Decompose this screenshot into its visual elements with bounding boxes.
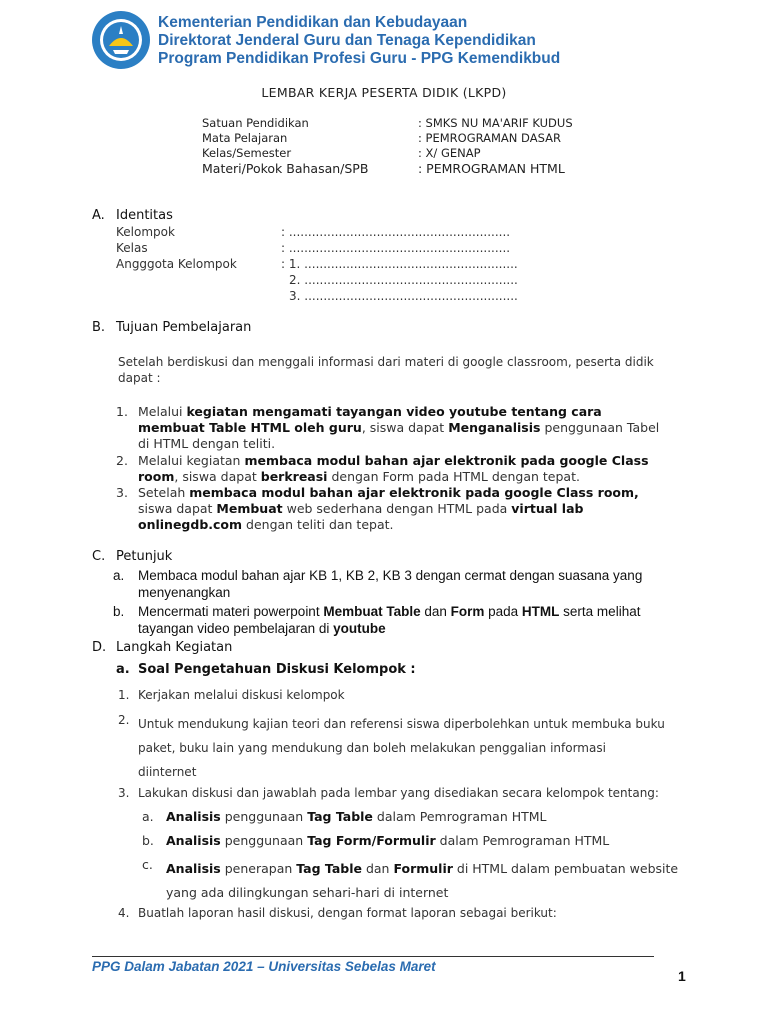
header-ministry: Kementerian Pendidikan dan Kebudayaan: [158, 14, 468, 31]
tujuan-intro-line1: Setelah berdiskusi dan menggali informasi dari materi di google classroom, peserta didik: [118, 355, 654, 369]
tujuan-item-2-num: 2.: [116, 453, 128, 468]
tujuan-1-text-d: di HTML dengan teliti.: [138, 436, 276, 451]
anggota-field-1[interactable]: : 1. ........................................................: [281, 257, 518, 271]
kelas-label: Kelas: [116, 241, 148, 255]
tujuan-1-text-a: Melalui: [138, 404, 187, 419]
header-program: Program Pendidikan Profesi Guru - PPG Kemendikbud: [158, 50, 561, 67]
langkah-3c-bold-a: Analisis: [166, 861, 221, 876]
meta-value-kelas: : X/ GENAP: [418, 146, 481, 160]
langkah-3b-text-a: penggunaan: [220, 833, 308, 848]
tujuan-1-bold-b: membuat Table HTML oleh guru: [138, 420, 362, 435]
langkah-3a-num: a.: [142, 809, 154, 824]
tujuan-intro: [118, 354, 654, 386]
langkah-3-num: 3.: [118, 786, 130, 800]
petunjuk-b-bold-d: youtube: [333, 621, 386, 636]
langkah-2-line3: diinternet: [138, 765, 197, 779]
section-d-heading: [92, 640, 232, 655]
meta-label-satuan: Satuan Pendidikan: [202, 116, 309, 130]
kelompok-label: Kelompok: [116, 225, 175, 239]
tujuan-item-1: [138, 404, 698, 452]
langkah-sub-num: a.: [116, 662, 130, 677]
tujuan-item-3: [138, 485, 698, 533]
meta-label-kelas: Kelas/Semester: [202, 146, 292, 160]
petunjuk-a-line2: menyenangkan: [138, 585, 231, 600]
langkah-3a-bold-b: Tag Table: [307, 809, 373, 824]
page-number: 1: [678, 968, 686, 984]
langkah-3a-text-a: penggunaan: [220, 809, 308, 824]
tujuan-1-bold-a: kegiatan mengamati tayangan video youtube tentang cara: [186, 404, 602, 419]
langkah-3c-text-b: dan: [361, 861, 394, 876]
tujuan-1-text-b: , siswa dapat: [361, 420, 449, 435]
tujuan-2-text-a: Melalui kegiatan: [138, 453, 245, 468]
section-c-heading: [92, 549, 172, 564]
langkah-3-text: Lakukan diskusi dan jawablah pada lembar yang disediakan secara kelompok tentang:: [138, 786, 659, 800]
meta-value-mapel: : PEMROGRAMAN DASAR: [418, 131, 561, 145]
langkah-3b-bold-b: Tag Form/Formulir: [307, 833, 436, 848]
anggota-label: Angggota Kelompok: [116, 257, 237, 271]
footer-divider: [92, 956, 654, 957]
petunjuk-a-line1: Membaca modul bahan ajar KB 1, KB 2, KB 3 dengan cermat dengan suasana yang: [138, 568, 643, 583]
tujuan-2-bold-b: room: [138, 469, 175, 484]
page-title: LEMBAR KERJA PESERTA DIDIK (LKPD): [261, 85, 507, 100]
langkah-2-text: [138, 712, 678, 784]
anggota-field-2[interactable]: 2. ........................................................: [289, 273, 518, 287]
langkah-3c-bold-c: Formulir: [393, 861, 453, 876]
langkah-3c-text-a: penerapan: [220, 861, 297, 876]
langkah-4-text: Buatlah laporan hasil diskusi, dengan format laporan sebagai berikut:: [138, 906, 557, 920]
section-b-title: Tujuan Pembelajaran: [116, 320, 252, 335]
header-block: [158, 14, 560, 68]
section-d-num: D.: [92, 640, 107, 655]
petunjuk-b-bold-a: Membuat Table: [323, 604, 421, 619]
header-directorate: Direktorat Jenderal Guru dan Tenaga Kependidikan: [158, 32, 536, 49]
tujuan-item-1-num: 1.: [116, 404, 128, 419]
tujuan-3-bold-a: membaca modul bahan ajar elektronik pada google Class room,: [189, 485, 639, 500]
langkah-sub-title: Soal Pengetahuan Diskusi Kelompok :: [138, 662, 416, 677]
langkah-3b-num: b.: [142, 833, 154, 848]
petunjuk-b-num: b.: [113, 604, 125, 619]
tujuan-intro-line2: dapat :: [118, 371, 161, 385]
kelas-field[interactable]: : ..........................................................: [281, 241, 511, 255]
tujuan-2-text-b: , siswa dapat: [174, 469, 261, 484]
tujuan-item-3-num: 3.: [116, 485, 128, 500]
langkah-1-num: 1.: [118, 688, 130, 702]
section-a-num: A.: [92, 208, 105, 223]
tujuan-item-2: [138, 453, 698, 485]
section-a-title: Identitas: [116, 208, 173, 223]
petunjuk-b-text-a: Mencermati materi powerpoint: [138, 604, 324, 619]
langkah-3a: [166, 809, 547, 825]
petunjuk-a-num: a.: [113, 568, 125, 583]
petunjuk-b-text-b: dan: [420, 604, 451, 619]
langkah-3c: [166, 857, 686, 905]
tujuan-2-bold-a: membaca modul bahan ajar elektronik pada google Class: [244, 453, 649, 468]
tut-wuri-handayani-logo: [91, 10, 151, 70]
petunjuk-b: [138, 603, 698, 637]
section-c-num: C.: [92, 549, 106, 564]
tujuan-3-text-c: web sederhana dengan HTML pada: [282, 501, 512, 516]
kelompok-field[interactable]: : ..........................................................: [281, 225, 511, 239]
petunjuk-b-bold-b: Form: [450, 604, 485, 619]
meta-value-materi: : PEMROGRAMAN HTML: [418, 161, 565, 176]
petunjuk-a: [138, 567, 698, 601]
langkah-3b-text-b: dalam Pemrograman HTML: [435, 833, 610, 848]
tujuan-2-text-c: dengan Form pada HTML dengan tepat.: [327, 469, 580, 484]
langkah-3c-text-d: yang ada dilingkungan sehari-hari di internet: [166, 885, 449, 900]
section-b-heading: [92, 320, 251, 335]
petunjuk-b-text-c: pada: [484, 604, 522, 619]
petunjuk-b-text-d: serta melihat: [559, 604, 641, 619]
langkah-2-num: 2.: [118, 713, 130, 727]
tujuan-3-bold-b: Membuat: [216, 501, 283, 516]
tujuan-2-bold-c: berkreasi: [260, 469, 328, 484]
section-a-heading: [92, 208, 173, 223]
petunjuk-b-bold-c: HTML: [521, 604, 560, 619]
tujuan-1-text-c: penggunaan Tabel: [540, 420, 660, 435]
tujuan-3-text-b: siswa dapat: [138, 501, 217, 516]
langkah-3c-text-c: di HTML dalam pembuatan website: [452, 861, 679, 876]
anggota-field-3[interactable]: 3. ........................................................: [289, 289, 518, 303]
langkah-3c-num: c.: [142, 857, 153, 872]
meta-label-materi: Materi/Pokok Bahasan/SPB: [202, 161, 369, 176]
petunjuk-b-text-e: tayangan video pembelajaran di: [138, 621, 334, 636]
section-c-title: Petunjuk: [116, 549, 173, 564]
langkah-3b-bold-a: Analisis: [166, 833, 221, 848]
meta-value-satuan: : SMKS NU MA'ARIF KUDUS: [418, 116, 573, 130]
section-b-num: B.: [92, 320, 106, 335]
langkah-2-line2: paket, buku lain yang mendukung dan boleh melakukan penggalian informasi: [138, 741, 606, 755]
langkah-3b: [166, 833, 609, 849]
footer-text: PPG Dalam Jabatan 2021 – Universitas Sebelas Maret: [92, 959, 436, 974]
langkah-2-line1: Untuk mendukung kajian teori dan referensi siswa diperbolehkan untuk membuka buku: [138, 717, 665, 731]
langkah-3a-bold-a: Analisis: [166, 809, 221, 824]
tujuan-3-text-a: Setelah: [138, 485, 190, 500]
tujuan-3-bold-d: onlinegdb.com: [138, 517, 243, 532]
langkah-3a-text-b: dalam Pemrograman HTML: [372, 809, 547, 824]
langkah-4-num: 4.: [118, 906, 130, 920]
langkah-3c-bold-b: Tag Table: [296, 861, 362, 876]
tujuan-3-text-d: dengan teliti dan tepat.: [242, 517, 394, 532]
section-d-title: Langkah Kegiatan: [116, 640, 233, 655]
tujuan-1-bold-c: Menganalisis: [448, 420, 541, 435]
meta-label-mapel: Mata Pelajaran: [202, 131, 288, 145]
langkah-1-text: Kerjakan melalui diskusi kelompok: [138, 688, 345, 702]
tujuan-3-bold-c: virtual lab: [511, 501, 584, 516]
